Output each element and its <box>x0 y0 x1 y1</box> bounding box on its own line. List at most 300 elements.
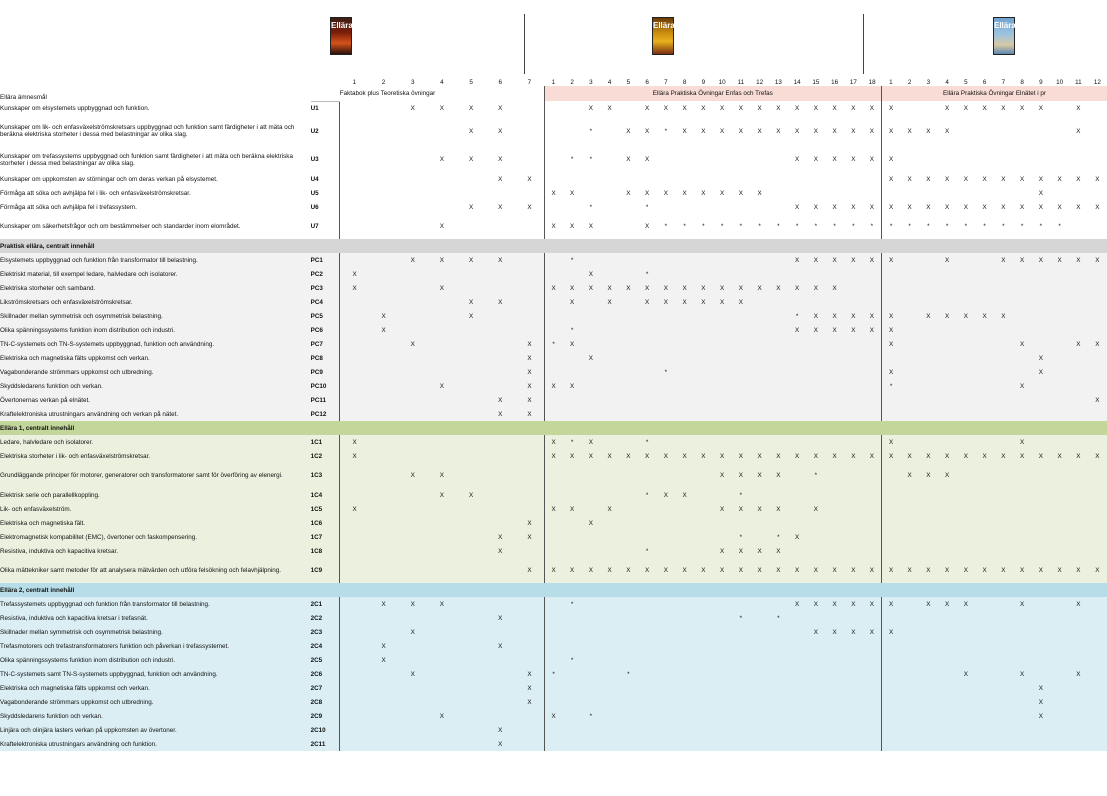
mark-cell <box>975 695 994 709</box>
mark-cell: X <box>713 463 732 488</box>
mark-cell <box>398 435 427 449</box>
mark-cell <box>369 558 398 583</box>
mark-cell: * <box>844 214 863 239</box>
mark-cell <box>675 544 694 558</box>
mark-cell: * <box>638 267 657 281</box>
mark-cell: X <box>675 101 694 115</box>
mark-cell <box>844 365 863 379</box>
mark-cell <box>1013 530 1032 544</box>
mark-cell <box>1088 309 1107 323</box>
mark-cell: X <box>825 101 844 115</box>
mark-cell <box>844 267 863 281</box>
mark-cell <box>600 267 619 281</box>
mark-cell <box>975 281 994 295</box>
mark-cell <box>957 625 976 639</box>
mark-cell <box>938 530 957 544</box>
book-cover-title: Ellära <box>331 21 353 30</box>
mark-cell <box>486 463 515 488</box>
mark-cell <box>938 709 957 723</box>
table-row <box>0 200 1107 214</box>
mark-cell: X <box>994 101 1013 115</box>
mark-cell: X <box>750 186 769 200</box>
mark-cell: X <box>938 597 957 611</box>
mark-cell <box>563 393 582 407</box>
row-label: Elektrisk serie och parallellkoppling. <box>0 488 311 502</box>
mark-cell <box>340 463 369 488</box>
mark-cell: X <box>515 351 544 365</box>
mark-cell <box>369 393 398 407</box>
mark-cell <box>788 379 807 393</box>
mark-cell <box>600 681 619 695</box>
mark-cell <box>825 737 844 751</box>
mark-cell: X <box>486 544 515 558</box>
mark-cell: X <box>563 186 582 200</box>
mark-cell <box>600 379 619 393</box>
mark-cell <box>619 488 638 502</box>
mark-cell <box>994 337 1013 351</box>
row-code: 1C7 <box>311 530 340 544</box>
mark-cell <box>694 681 713 695</box>
mark-cell <box>732 379 751 393</box>
mark-cell: * <box>563 597 582 611</box>
mark-cell: X <box>994 200 1013 214</box>
mark-cell: X <box>788 530 807 544</box>
mark-cell: X <box>657 281 676 295</box>
mark-cell <box>769 723 788 737</box>
mark-cell: X <box>657 558 676 583</box>
mark-cell <box>398 267 427 281</box>
mark-cell <box>369 365 398 379</box>
mark-cell: X <box>1032 186 1051 200</box>
mark-cell <box>825 695 844 709</box>
mark-cell <box>1032 653 1051 667</box>
mark-cell <box>619 295 638 309</box>
mark-cell: * <box>694 214 713 239</box>
column-number: 6 <box>498 79 502 86</box>
row-code: 2C9 <box>311 709 340 723</box>
mark-cell: X <box>427 597 456 611</box>
mark-cell <box>1069 463 1088 488</box>
mark-cell <box>398 407 427 421</box>
mark-cell <box>882 530 901 544</box>
mark-cell <box>657 681 676 695</box>
mark-cell: X <box>844 558 863 583</box>
mark-cell <box>1088 281 1107 295</box>
column-number: 10 <box>1056 79 1064 86</box>
mark-cell <box>788 502 807 516</box>
mark-cell: X <box>544 281 563 295</box>
mark-cell: X <box>938 463 957 488</box>
mark-cell <box>427 530 456 544</box>
mark-cell <box>657 502 676 516</box>
mark-cell: X <box>750 115 769 147</box>
mark-cell <box>515 709 544 723</box>
mark-cell: X <box>825 449 844 463</box>
mark-cell <box>1069 186 1088 200</box>
mark-cell <box>369 502 398 516</box>
mark-cell: X <box>807 323 826 337</box>
mark-cell <box>1013 723 1032 737</box>
mark-cell: X <box>657 449 676 463</box>
mark-cell: * <box>657 365 676 379</box>
mark-cell: X <box>544 435 563 449</box>
mark-cell <box>544 267 563 281</box>
mark-cell: X <box>582 281 601 295</box>
mark-cell <box>750 309 769 323</box>
mark-cell <box>600 214 619 239</box>
mark-cell <box>398 737 427 751</box>
mark-cell: X <box>657 186 676 200</box>
mark-cell <box>456 530 485 544</box>
mark-cell <box>844 351 863 365</box>
mark-cell <box>600 200 619 214</box>
column-number: 5 <box>964 79 968 86</box>
mark-cell <box>675 639 694 653</box>
mark-cell: X <box>938 172 957 186</box>
mark-cell <box>807 544 826 558</box>
section-title: Praktisk ellära, centralt innehåll <box>0 239 1107 253</box>
mark-cell <box>713 253 732 267</box>
mark-cell: * <box>919 214 938 239</box>
mark-cell <box>1050 611 1069 625</box>
mark-cell <box>340 337 369 351</box>
mark-cell <box>544 544 563 558</box>
mark-cell <box>994 544 1013 558</box>
book-group-label: Faktabok plus Teoretiska övningar <box>339 90 436 97</box>
row-code: PC9 <box>311 365 340 379</box>
mark-cell <box>825 393 844 407</box>
mark-cell <box>544 147 563 172</box>
mark-cell <box>750 695 769 709</box>
mark-cell <box>657 639 676 653</box>
mark-cell <box>807 737 826 751</box>
mark-cell <box>957 295 976 309</box>
mark-cell <box>788 172 807 186</box>
mark-cell <box>900 625 919 639</box>
table-row <box>0 516 1107 530</box>
mark-cell: X <box>1069 667 1088 681</box>
mark-cell: X <box>427 101 456 115</box>
mark-cell: X <box>1069 597 1088 611</box>
mark-cell <box>456 737 485 751</box>
mark-cell <box>600 544 619 558</box>
mark-cell <box>563 463 582 488</box>
row-code: U5 <box>311 186 340 200</box>
table-row <box>0 435 1107 449</box>
mark-cell <box>713 365 732 379</box>
mark-cell: X <box>863 323 882 337</box>
table-row <box>0 709 1107 723</box>
mark-cell <box>619 214 638 239</box>
mark-cell <box>340 653 369 667</box>
mark-cell <box>938 351 957 365</box>
mark-cell <box>750 351 769 365</box>
row-label: Elektriska och magnetiska fälts uppkomst och verkan. <box>0 681 311 695</box>
row-label: Elektriska och magnetiska fält. <box>0 516 311 530</box>
mark-cell <box>1088 625 1107 639</box>
mark-cell <box>600 530 619 544</box>
mark-cell <box>732 323 751 337</box>
mark-cell <box>544 295 563 309</box>
mark-cell: X <box>788 597 807 611</box>
mark-cell <box>369 611 398 625</box>
mark-cell: X <box>938 101 957 115</box>
mark-cell <box>582 667 601 681</box>
mark-cell <box>938 625 957 639</box>
mark-cell: * <box>1013 214 1032 239</box>
mark-cell <box>340 323 369 337</box>
mark-cell: X <box>563 337 582 351</box>
mark-cell: X <box>486 147 515 172</box>
mark-cell <box>694 435 713 449</box>
mark-cell <box>844 186 863 200</box>
mark-cell <box>486 281 515 295</box>
mark-cell <box>825 709 844 723</box>
mark-cell <box>1013 407 1032 421</box>
section-title: Ellära 1, centralt innehåll <box>0 421 1107 435</box>
mark-cell <box>600 365 619 379</box>
mark-cell: X <box>515 667 544 681</box>
mark-cell: X <box>788 281 807 295</box>
row-label: Resistiva, induktiva och kapacitiva kretsar. <box>0 544 311 558</box>
mark-cell: X <box>1032 172 1051 186</box>
mark-cell <box>515 502 544 516</box>
mark-cell <box>957 365 976 379</box>
mark-cell <box>938 281 957 295</box>
mark-cell <box>694 653 713 667</box>
mark-cell <box>844 709 863 723</box>
mark-cell: X <box>515 530 544 544</box>
mark-cell <box>427 351 456 365</box>
mark-cell <box>369 544 398 558</box>
mark-cell <box>732 597 751 611</box>
mark-cell <box>1050 681 1069 695</box>
mark-cell <box>750 611 769 625</box>
mark-cell: X <box>638 214 657 239</box>
mark-cell <box>882 544 901 558</box>
mark-cell <box>544 695 563 709</box>
mark-cell <box>1088 653 1107 667</box>
mark-cell <box>619 351 638 365</box>
mark-cell: X <box>1088 337 1107 351</box>
column-number: 8 <box>1020 79 1024 86</box>
mark-cell <box>638 351 657 365</box>
row-label: Linjära och olinjära lasters verkan på uppkomsten av övertoner. <box>0 723 311 737</box>
section-row <box>0 239 1107 253</box>
mark-cell <box>675 323 694 337</box>
mark-cell <box>900 681 919 695</box>
mark-cell: X <box>863 449 882 463</box>
row-code: 2C7 <box>311 681 340 695</box>
mark-cell <box>975 435 994 449</box>
mark-cell <box>807 681 826 695</box>
mark-cell <box>340 558 369 583</box>
mark-cell: X <box>563 558 582 583</box>
mark-cell: X <box>544 709 563 723</box>
mark-cell <box>713 351 732 365</box>
mark-cell <box>807 186 826 200</box>
row-label: Kunskaper om elsystemets uppbyggnad och funktion. <box>0 101 311 115</box>
mark-cell <box>619 101 638 115</box>
mark-cell <box>1069 737 1088 751</box>
mark-cell <box>544 393 563 407</box>
mark-cell <box>515 463 544 488</box>
mark-cell <box>882 653 901 667</box>
mark-cell <box>900 544 919 558</box>
mark-cell <box>486 667 515 681</box>
mark-cell <box>600 186 619 200</box>
mark-cell <box>769 597 788 611</box>
mark-cell <box>1013 488 1032 502</box>
mark-cell <box>825 379 844 393</box>
table-row <box>0 267 1107 281</box>
mark-cell: X <box>619 449 638 463</box>
mark-cell <box>732 737 751 751</box>
mark-cell <box>515 267 544 281</box>
mark-cell <box>563 681 582 695</box>
table-row <box>0 449 1107 463</box>
mark-cell <box>900 379 919 393</box>
mark-cell <box>582 337 601 351</box>
mark-cell: X <box>994 172 1013 186</box>
mark-cell <box>456 502 485 516</box>
mark-cell: X <box>844 115 863 147</box>
mark-cell <box>1013 695 1032 709</box>
row-label: Kunskaper om uppkomsten av störningar och om deras verkan på elsystemet. <box>0 172 311 186</box>
mark-cell <box>600 351 619 365</box>
mark-cell <box>900 530 919 544</box>
mark-cell <box>563 737 582 751</box>
mark-cell <box>863 530 882 544</box>
mark-cell <box>975 365 994 379</box>
mark-cell <box>675 653 694 667</box>
column-number: 18 <box>868 79 876 86</box>
mark-cell <box>807 379 826 393</box>
mark-cell <box>398 147 427 172</box>
mark-cell <box>882 351 901 365</box>
mark-cell <box>994 147 1013 172</box>
row-code: 2C4 <box>311 639 340 653</box>
mark-cell <box>600 488 619 502</box>
mark-cell: X <box>1050 200 1069 214</box>
mark-cell <box>427 625 456 639</box>
mark-cell <box>427 309 456 323</box>
row-code: 1C2 <box>311 449 340 463</box>
mark-cell <box>619 393 638 407</box>
mark-cell <box>398 544 427 558</box>
mark-cell <box>863 516 882 530</box>
mark-cell <box>398 639 427 653</box>
mark-cell <box>825 267 844 281</box>
mark-cell: X <box>863 147 882 172</box>
mark-cell <box>825 295 844 309</box>
mark-cell <box>582 309 601 323</box>
mark-cell <box>1050 737 1069 751</box>
mark-cell <box>600 435 619 449</box>
mark-cell <box>882 488 901 502</box>
column-number: 6 <box>982 79 987 86</box>
mark-cell <box>515 281 544 295</box>
mark-cell <box>732 365 751 379</box>
mark-cell <box>369 337 398 351</box>
mark-cell <box>600 407 619 421</box>
mark-cell <box>369 435 398 449</box>
mark-cell <box>863 281 882 295</box>
mark-cell <box>563 115 582 147</box>
mark-cell: * <box>619 667 638 681</box>
mark-cell <box>788 407 807 421</box>
mark-cell <box>713 407 732 421</box>
mark-cell <box>825 365 844 379</box>
mark-cell: X <box>713 544 732 558</box>
mark-cell <box>694 253 713 267</box>
mark-cell <box>938 393 957 407</box>
mark-cell <box>938 295 957 309</box>
mark-cell <box>975 530 994 544</box>
mark-cell <box>882 186 901 200</box>
row-label: Elektromagnetisk kompabilitet (EMC), övertoner och faskompensering. <box>0 530 311 544</box>
mark-cell <box>844 295 863 309</box>
row-code: 2C11 <box>311 737 340 751</box>
mark-cell: X <box>427 709 456 723</box>
mark-cell <box>994 516 1013 530</box>
mark-cell <box>582 681 601 695</box>
mark-cell <box>544 737 563 751</box>
mark-cell <box>769 737 788 751</box>
mark-cell <box>1088 737 1107 751</box>
mark-cell <box>657 653 676 667</box>
mark-cell <box>769 516 788 530</box>
row-label: Förmåga att söka och avhjälpa fel i lik- och enfasväxelströmskretsar. <box>0 186 311 200</box>
column-number: 11 <box>1075 79 1082 86</box>
mark-cell: X <box>732 544 751 558</box>
mark-cell: * <box>563 435 582 449</box>
mark-cell <box>456 281 485 295</box>
column-number: 13 <box>774 79 782 86</box>
mark-cell <box>732 435 751 449</box>
mark-cell <box>919 737 938 751</box>
table-row <box>0 558 1107 583</box>
mark-cell <box>427 544 456 558</box>
subject-header: Ellära ämnesmål <box>0 94 47 101</box>
mark-cell: X <box>825 625 844 639</box>
mark-cell <box>600 253 619 267</box>
mark-cell <box>844 611 863 625</box>
mark-cell <box>544 681 563 695</box>
mark-cell <box>769 379 788 393</box>
mark-cell <box>563 172 582 186</box>
mark-cell: * <box>788 309 807 323</box>
mark-cell <box>340 625 369 639</box>
mark-cell <box>844 172 863 186</box>
mark-cell: X <box>600 558 619 583</box>
mark-cell: X <box>427 214 456 239</box>
mark-cell <box>582 597 601 611</box>
mark-cell <box>694 502 713 516</box>
mark-cell: X <box>769 449 788 463</box>
blank <box>311 86 340 101</box>
mark-cell: X <box>544 449 563 463</box>
mark-cell: X <box>398 625 427 639</box>
mark-cell: X <box>863 253 882 267</box>
mark-cell: X <box>638 449 657 463</box>
table-row <box>0 407 1107 421</box>
mark-cell <box>732 147 751 172</box>
mark-cell <box>825 351 844 365</box>
mark-cell <box>657 351 676 365</box>
mark-cell <box>515 488 544 502</box>
mark-cell: X <box>1050 558 1069 583</box>
